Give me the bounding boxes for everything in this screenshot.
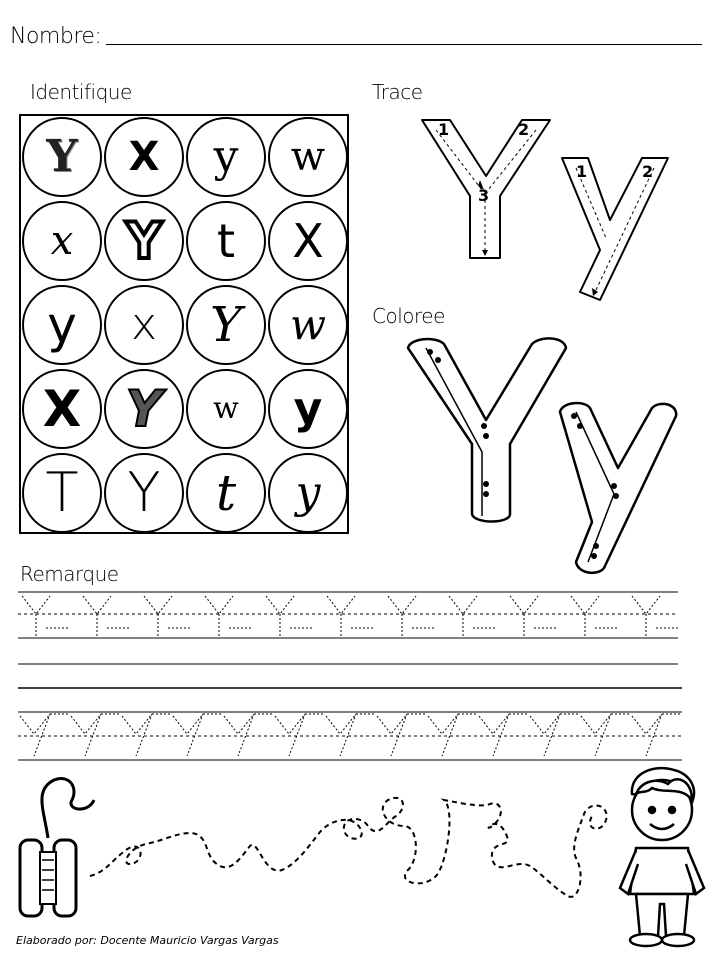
traceable-uppercase-y[interactable] [632, 596, 678, 638]
letter-circle[interactable]: t [185, 452, 267, 534]
traceable-lowercase-y[interactable] [530, 714, 580, 756]
letter-circle[interactable]: X [21, 368, 103, 450]
letter-circle[interactable]: y [21, 284, 103, 366]
traceable-lowercase-y[interactable] [224, 714, 274, 756]
letter-circle[interactable]: w [185, 368, 267, 450]
letter-circle[interactable]: Y [103, 368, 185, 450]
letter-circle[interactable]: t [185, 200, 267, 282]
identify-letter-grid [19, 114, 349, 534]
traceable-uppercase-y[interactable] [449, 596, 495, 638]
coloree-letter-Y-uppercase[interactable] [400, 334, 575, 530]
traceable-uppercase-y[interactable] [22, 596, 68, 638]
dashed-trace-path[interactable] [86, 786, 616, 926]
traceable-uppercase-y[interactable] [388, 596, 434, 638]
remarque-writing-lines[interactable] [14, 588, 686, 768]
traceable-lowercase-y[interactable] [20, 714, 70, 756]
trace-number-2: 2 [518, 120, 530, 139]
traceable-uppercase-y[interactable] [510, 596, 556, 638]
traceable-lowercase-y[interactable] [479, 714, 529, 756]
traceable-lowercase-y[interactable] [581, 714, 631, 756]
letter-circle[interactable]: X [267, 200, 349, 282]
traceable-lowercase-y[interactable] [377, 714, 427, 756]
traceable-uppercase-y[interactable] [144, 596, 190, 638]
letter-circle[interactable]: Y [185, 284, 267, 366]
letter-circle[interactable]: w [267, 116, 349, 198]
letter-circle[interactable]: y [267, 452, 349, 534]
trace-number-1: 1 [438, 120, 450, 139]
traceable-lowercase-y[interactable] [326, 714, 376, 756]
trace-heading: Trace [372, 80, 423, 104]
letter-circle[interactable]: Y [103, 200, 185, 282]
traceable-uppercase-y[interactable] [571, 596, 617, 638]
coloree-letter-y-lowercase[interactable] [554, 398, 684, 578]
letter-circle[interactable]: w [267, 284, 349, 366]
traceable-uppercase-y[interactable] [266, 596, 312, 638]
nombre-label: Nombre: [10, 24, 102, 49]
traceable-lowercase-y[interactable] [122, 714, 172, 756]
trace-number-1-small: 1 [576, 162, 588, 181]
boy-character-icon [612, 764, 712, 949]
traceable-lowercase-y[interactable] [71, 714, 121, 756]
letter-circle[interactable]: Y [21, 116, 103, 198]
traceable-lowercase-y[interactable] [428, 714, 478, 756]
letter-circle[interactable]: y [185, 116, 267, 198]
traceable-uppercase-y[interactable] [83, 596, 129, 638]
name-write-line[interactable] [106, 44, 702, 45]
letter-circle[interactable]: T [21, 452, 103, 534]
trace-number-2-small: 2 [642, 162, 654, 181]
traceable-uppercase-y[interactable] [327, 596, 373, 638]
footer-credit: Elaborado por: Docente Mauricio Vargas Vargas [16, 934, 279, 947]
remarque-heading: Remarque [20, 562, 119, 586]
coloree-heading: Coloree [372, 304, 445, 328]
traceable-lowercase-y[interactable] [632, 714, 682, 756]
identifique-heading: Identifique [30, 80, 132, 104]
letter-circle[interactable]: x [21, 200, 103, 282]
traceable-uppercase-y[interactable] [205, 596, 251, 638]
letter-circle[interactable]: Y [103, 452, 185, 534]
letter-circle[interactable]: X [103, 116, 185, 198]
letter-circle[interactable]: y [267, 368, 349, 450]
traceable-lowercase-y[interactable] [173, 714, 223, 756]
traceable-lowercase-y[interactable] [275, 714, 325, 756]
letter-circle[interactable]: x [103, 284, 185, 366]
trace-number-3: 3 [478, 186, 490, 205]
